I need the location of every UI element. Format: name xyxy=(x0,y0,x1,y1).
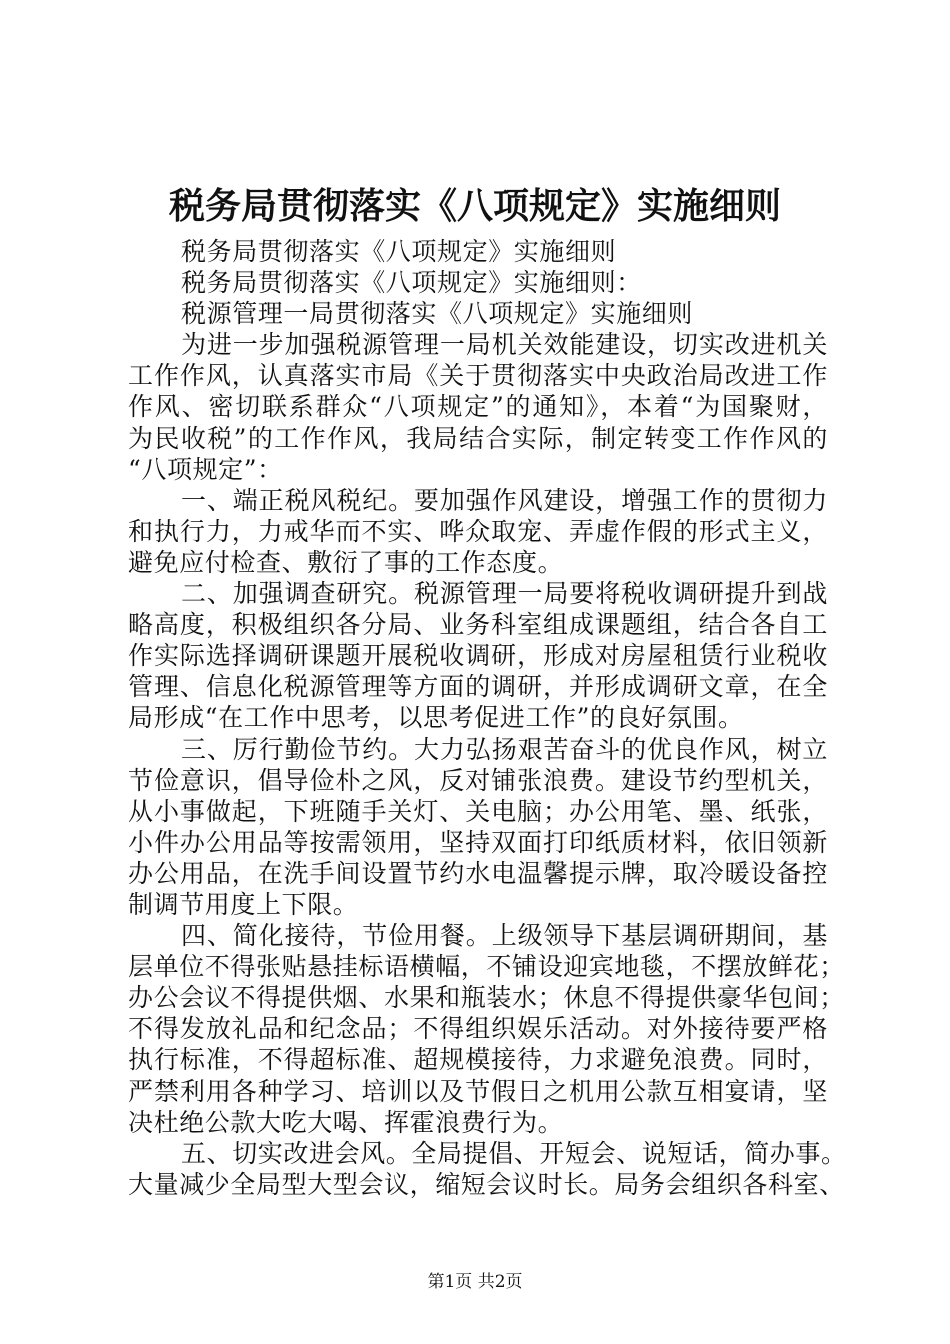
paragraph-line: 层单位不得张贴悬挂标语横幅，不铺设迎宾地毯，不摆放鲜花； xyxy=(128,952,845,982)
paragraph-line: 为民收税”的工作作风，我局结合实际，制定转变工作作风的 xyxy=(128,423,828,453)
paragraph-line: 节俭意识，倡导俭朴之风，反对铺张浪费。建设节约型机关， xyxy=(128,765,828,795)
paragraph-line: 管理、信息化税源管理等方面的调研，并形成调研文章，在全 xyxy=(128,672,828,702)
paragraph-line: 局形成“在工作中思考，以思考促进工作”的良好氛围。 xyxy=(128,703,744,733)
paragraph-line: 大量减少全局型大型会议，缩短会议时长。局务会组织各科室、 xyxy=(128,1169,845,1199)
paragraph-line: 二、加强调查研究。税源管理一局要将税收调研提升到战 xyxy=(181,579,828,609)
paragraph-line: 办公用品，在洗手间设置节约水电温馨提示牌，取冷暖设备控 xyxy=(128,858,828,888)
paragraph-line: 严禁利用各种学习、培训以及节假日之机用公款互相宴请，坚 xyxy=(128,1076,828,1106)
paragraph-line: 制调节用度上下限。 xyxy=(128,889,359,919)
paragraph-line: 五、切实改进会风。全局提倡、开短会、说短话，简办事。 xyxy=(181,1138,847,1168)
paragraph-line: 从小事做起，下班随手关灯、关电脑；办公用笔、墨、纸张， xyxy=(128,796,828,826)
document-body xyxy=(128,236,847,1200)
paragraph-line: 四、简化接待，节俭用餐。上级领导下基层调研期间，基 xyxy=(181,921,828,951)
paragraph-line: 执行标准，不得超标准、超规模接待，力求避免浪费。同时， xyxy=(128,1045,828,1075)
paragraph-line: 避免应付检查、敷衍了事的工作态度。 xyxy=(128,547,564,577)
paragraph-line: 作风、密切联系群众“八项规定”的通知》，本着“为国聚财， xyxy=(128,392,828,422)
paragraph-line: 决杜绝公款大吃大喝、挥霍浪费行为。 xyxy=(128,1107,564,1137)
paragraph-line: 小件办公用品等按需领用，坚持双面打印纸质材料，依旧领新 xyxy=(128,827,828,857)
paragraph-line: 略高度，积极组织各分局、业务科室组成课题组，结合各自工 xyxy=(128,610,828,640)
paragraph-line: 不得发放礼品和纪念品；不得组织娱乐活动。对外接待要严格 xyxy=(128,1014,828,1044)
subtitle-line: 税务局贯彻落实《八项规定》实施细则： xyxy=(181,268,642,298)
paragraph-line: 为进一步加强税源管理一局机关效能建设，切实改进机关 xyxy=(181,330,828,360)
paragraph-line: 办公会议不得提供烟、水果和瓶装水；休息不得提供豪华包间； xyxy=(128,983,845,1013)
paragraph-line: 和执行力，力戒华而不实、哗众取宠、弄虚作假的形式主义， xyxy=(128,516,828,546)
paragraph-line: 作实际选择调研课题开展税收调研，形成对房屋租赁行业税收 xyxy=(128,641,828,671)
subtitle-line: 税务局贯彻落实《八项规定》实施细则 xyxy=(181,237,617,266)
page-number: 第1页 共2页 xyxy=(427,1272,523,1292)
paragraph-line: 工作作风，认真落实市局《关于贯彻落实中央政治局改进工作 xyxy=(128,361,828,391)
paragraph-line: 一、端正税风税纪。要加强作风建设，增强工作的贯彻力 xyxy=(181,485,828,515)
paragraph-line: “八项规定”： xyxy=(128,454,283,484)
subtitle-line: 税源管理一局贯彻落实《八项规定》实施细则 xyxy=(181,299,694,329)
paragraph-line: 三、厉行勤俭节约。大力弘扬艰苦奋斗的优良作风，树立 xyxy=(181,734,828,764)
document-title: 税务局贯彻落实《八项规定》实施细则 xyxy=(168,185,781,227)
